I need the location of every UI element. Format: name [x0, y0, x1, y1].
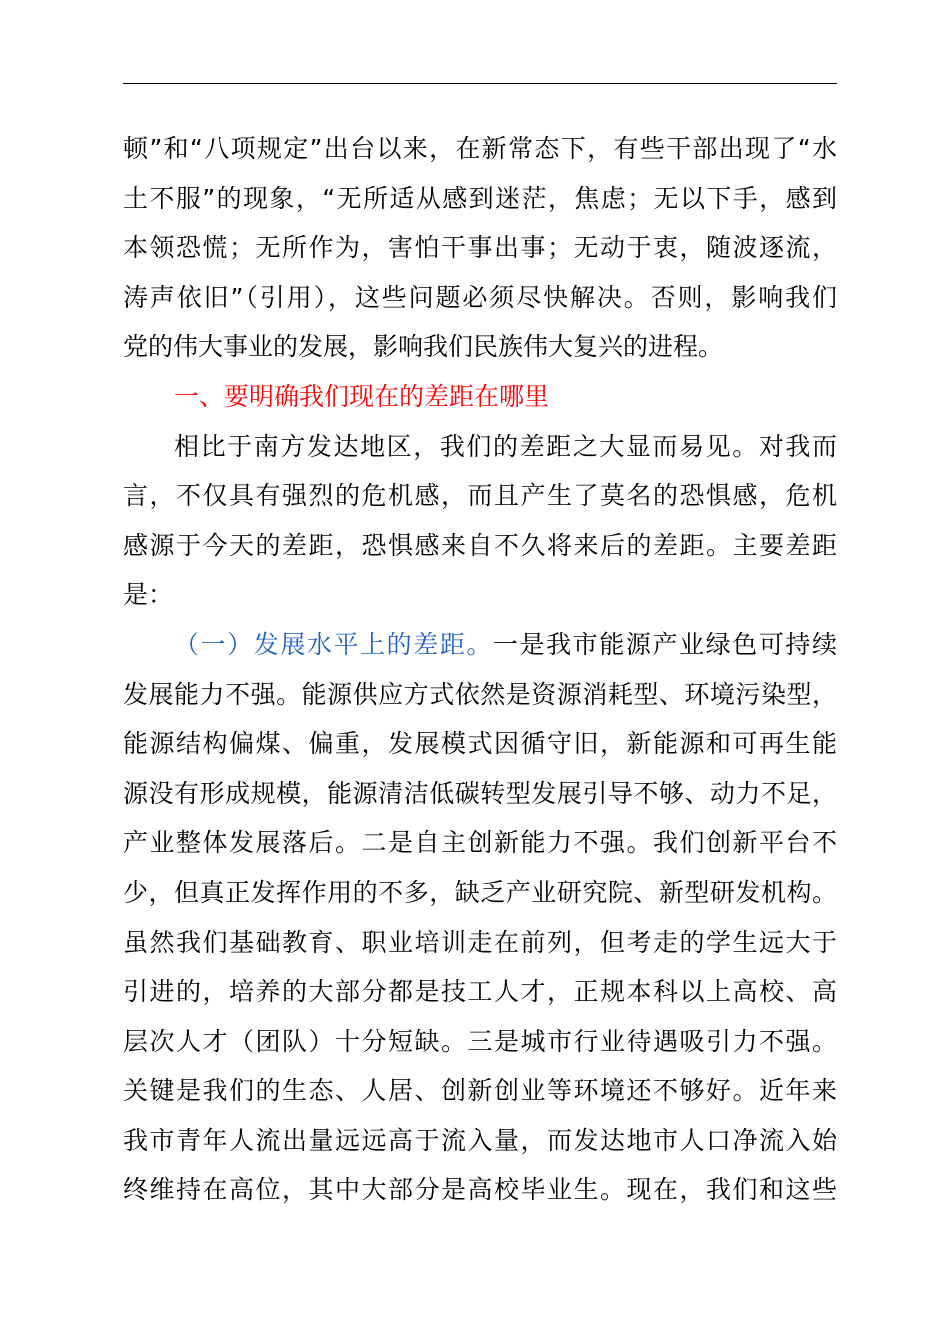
- text-line: 层次人才（团队）十分短缺。三是城市行业待遇吸引力不强。: [123, 1026, 837, 1056]
- section-heading-text: 一、要明确我们现在的差距在哪里: [174, 381, 550, 411]
- text-line: 党的伟大事业的发展，影响我们民族伟大复兴的进程。: [123, 332, 724, 362]
- paragraph-intro: [123, 124, 837, 372]
- paragraph-development-level: [123, 620, 837, 1215]
- text-line: 是：: [123, 580, 174, 610]
- text-line: 虽然我们基础教育、职业培训走在前列，但考走的学生远大于: [123, 927, 837, 957]
- section-heading: [123, 372, 837, 422]
- text-line: 发展能力不强。能源供应方式依然是资源消耗型、环境污染型，: [123, 679, 837, 709]
- text-line: 我市青年人流出量远远高于流入量，而发达地市人口净流入始: [123, 1125, 837, 1155]
- text-line: 言，不仅具有强烈的危机感，而且产生了莫名的恐惧感，危机: [123, 481, 837, 511]
- text-line: 引进的，培养的大部分都是技工人才，正规本科以上高校、高: [123, 977, 837, 1007]
- document-body: [123, 124, 837, 1215]
- text-line: 感源于今天的差距，恐惧感来自不久将来后的差距。主要差距: [123, 530, 837, 560]
- text-line-rest: 一是我市能源产业绿色可持续: [493, 629, 837, 659]
- text-line: [123, 620, 837, 670]
- paragraph-gap-intro: [123, 422, 837, 620]
- text-line: 顿”和“八项规定”出台以来，在新常态下，有些干部出现了“水: [123, 134, 837, 163]
- text-line: 能源结构偏煤、偏重，发展模式因循守旧，新能源和可再生能: [123, 729, 837, 759]
- text-line: 涛声依旧”（引用），这些问题必须尽快解决。否则，影响我们: [123, 282, 837, 312]
- text-line: 终维持在高位，其中大部分是高校毕业生。现在，我们和这些: [123, 1175, 837, 1205]
- header-rule: [123, 83, 837, 84]
- text-line: 少，但真正发挥作用的不多，缺乏产业研究院、新型研发机构。: [123, 877, 837, 907]
- text-line: 相比于南方发达地区，我们的差距之大显而易见。对我而: [174, 431, 837, 461]
- text-line: 关键是我们的生态、人居、创新创业等环境还不够好。近年来: [123, 1076, 837, 1106]
- text-line: 本领恐慌；无所作为，害怕干事出事；无动于衷，随波逐流，: [123, 233, 837, 263]
- subheading-text: （一）发展水平上的差距。: [174, 629, 493, 659]
- text-line: 土不服”的现象，“无所适从感到迷茫，焦虑；无以下手，感到: [123, 183, 837, 213]
- text-line: 源没有形成规模，能源清洁低碳转型发展引导不够、动力不足，: [123, 778, 837, 808]
- text-line: 产业整体发展落后。二是自主创新能力不强。我们创新平台不: [123, 828, 837, 858]
